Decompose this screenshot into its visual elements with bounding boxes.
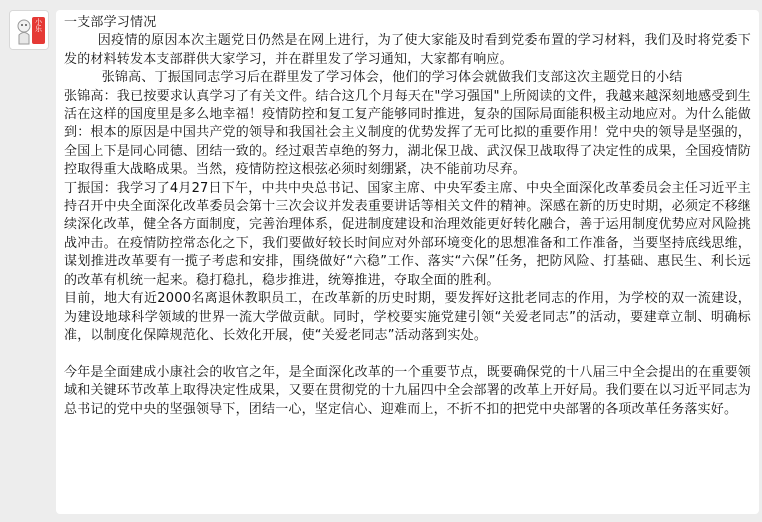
message-paragraph: 丁振国：我学习了4月27日下午，中共中央总书记、国家主席、中央军委主席、中央全面深化改革委员会主任习近平主持召开中央全面深化改革委员会第十三次会议并发表重要讲话等相关文件的精神。深感在新的历史时期，必须定不移继续深化改革，健全各方面制度，完善治理体系，促进制度建设和治理效能更好转化融合，善于运用制度优势应对风险挑战冲击。在疫情防控常态化之下，我们要做好较长时间应对外部环境变化的思想准备和工作准备，当要坚持底线思维，谋划推进改革要有一揽子考虑和安排，围绕做好“六稳”工作、落实“六保”任务，把防风险、打基础、惠民生、利长远的改革有机统一起来。稳打稳扎，稳步推进，统筹推进，夺取全面的胜利。	[64, 180, 751, 288]
message-paragraph: 张锦高：我已按要求认真学习了有关文件。结合这几个月每天在"学习强国"上所阅读的文件，我越来越深刻地感受到生活在这样的国度里是多么地幸福！疫情防控和复工复产能够同时推进，复杂的国际局面能积极主动地应对。为什么能做到：根本的原因是中国共产党的领导和我国社会主义制度的优势发挥了无可比拟的重要作用！党中央的领导是坚强的，全国上下是同心同德、团结一致的。经过艰苦卓绝的努力，湖北保卫战、武汉保卫战取得了决定性的成果，全国疫情防控取得重大战略成果。当然，疫情防控这根弦必须时刻绷紧，决不能前功尽弃。	[64, 88, 751, 178]
avatar[interactable]	[9, 10, 49, 50]
message-paragraph: 目前，地大有近2000名离退休教职员工，在改革新的历史时期，要发挥好这批老同志的作用，为学校的双一流建设，为建设地球科学领域的世界一流大学做贡献。同时，学校要实施党建引领“关爱老同志”的活动，要建章立制、明确标准，以制度化保障规范化、长效化开展，使“关爱老同志”活动落到实处。	[64, 291, 751, 343]
message-paragraph: 今年是全面建成小康社会的收官之年，是全面深化改革的一个重要节点，既要确保党的十八届三中全会提出的在重要领域和关键环节改革上取得决定性成果，又要在贯彻党的十九届四中全会部署的改革上开好局。我们要在以习近平同志为总书记的党中央的坚强领导下，团结一心，坚定信心、迎难而上，不折不扣的把党中央部署的各项改革任务落实好。	[64, 364, 751, 417]
avatar-label: 小乐	[34, 18, 43, 32]
message-text	[64, 14, 751, 419]
message-heading: 一支部学习情况	[64, 15, 157, 30]
blank-line	[64, 345, 751, 363]
message-paragraph: 张锦高、丁振国同志学习后在群里发了学习体会，他们的学习体会就做我们支部这次主题党日的小结	[101, 70, 683, 86]
message-bubble[interactable]	[56, 10, 759, 514]
message-paragraph: 因疫情的原因本次主题党日仍然是在网上进行，为了使大家能及时看到党委布置的学习材料，我们及时将党委下发的材料转发本支部群供大家学习，并在群里发了学习通知，大家都有响应。	[64, 33, 751, 67]
